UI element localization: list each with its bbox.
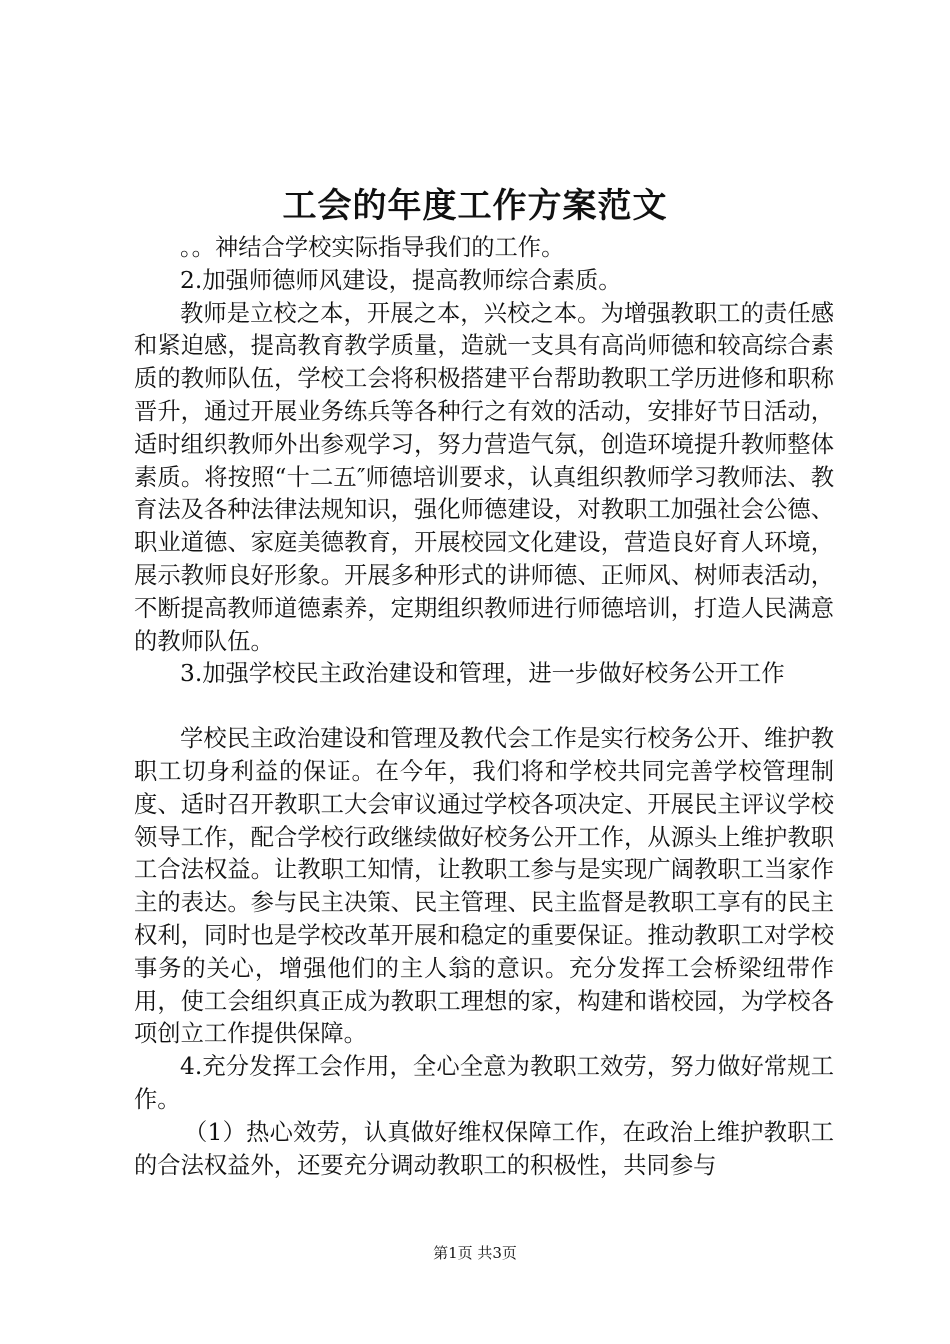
page-footer: 第1页 共3页	[433, 1244, 517, 1262]
paragraph-teacher-ethics: 教师是立校之本，开展之本，兴校之本。为增强教职工的责任感和紧迫感，提高教育教学质量，造就一支具有高尚师德和较高综合素质的教师队伍，学校工会将积极搭建平台帮助教职工学历进修和职称晋升，通过开展业务练兵等各种行之有效的活动，安排好节日活动，适时组织教师外出参观学习，努力营造气氛，创造环境提升教师整体素质。将按照“十二五″师德培训要求，认真组织教师学习教师法、教育法及各种法律法规知识，强化师德建设，对教职工加强社会公德、职业道德、家庭美德教育，开展校园文化建设，营造良好育人环境，展示教师良好形象。开展多种形式的讲师德、正师风、树师表活动，不断提高教师道德素养，定期组织教师进行师德培训，打造人民满意的教师队伍。	[134, 299, 834, 655]
paragraph-service: （1）热心效劳，认真做好维权保障工作，在政治上维护教职工的合法权益外，还要充分调动教职工的积极性，共同参与	[134, 1118, 834, 1179]
paragraph-intro: 。。神结合学校实际指导我们的工作。	[180, 234, 565, 261]
document-body	[134, 232, 834, 1182]
page-title: 工会的年度工作方案范文	[282, 186, 668, 226]
section-heading-2: 2.加强师德师风建设，提高教师综合素质。	[180, 266, 622, 294]
paragraph-democracy: 学校民主政治建设和管理及教代会工作是实行校务公开、维护教职工切身利益的保证。在今年，我们将和学校共同完善学校管理制度、适时召开教职工大会审议通过学校各项决定、开展民主评议学校领导工作，配合学校行政继续做好校务公开工作，从源头上维护教职工合法权益。让教职工知情，让教职工参与是实现广阔教职工当家作主的表达。参与民主决策、民主管理、民主监督是教职工享有的民主权利，同时也是学校改革开展和稳定的重要保证。推动教职工对学校事务的关心，增强他们的主人翁的意识。充分发挥工会桥梁纽带作用，使工会组织真正成为教职工理想的家，构建和谐校园，为学校各项创立工作提供保障。	[134, 725, 834, 1048]
section-heading-3: 3.加强学校民主政治建设和管理，进一步做好校务公开工作	[180, 660, 785, 688]
section-heading-4: 4.充分发挥工会作用，全心全意为教职工效劳，努力做好常规工作。	[134, 1053, 834, 1113]
